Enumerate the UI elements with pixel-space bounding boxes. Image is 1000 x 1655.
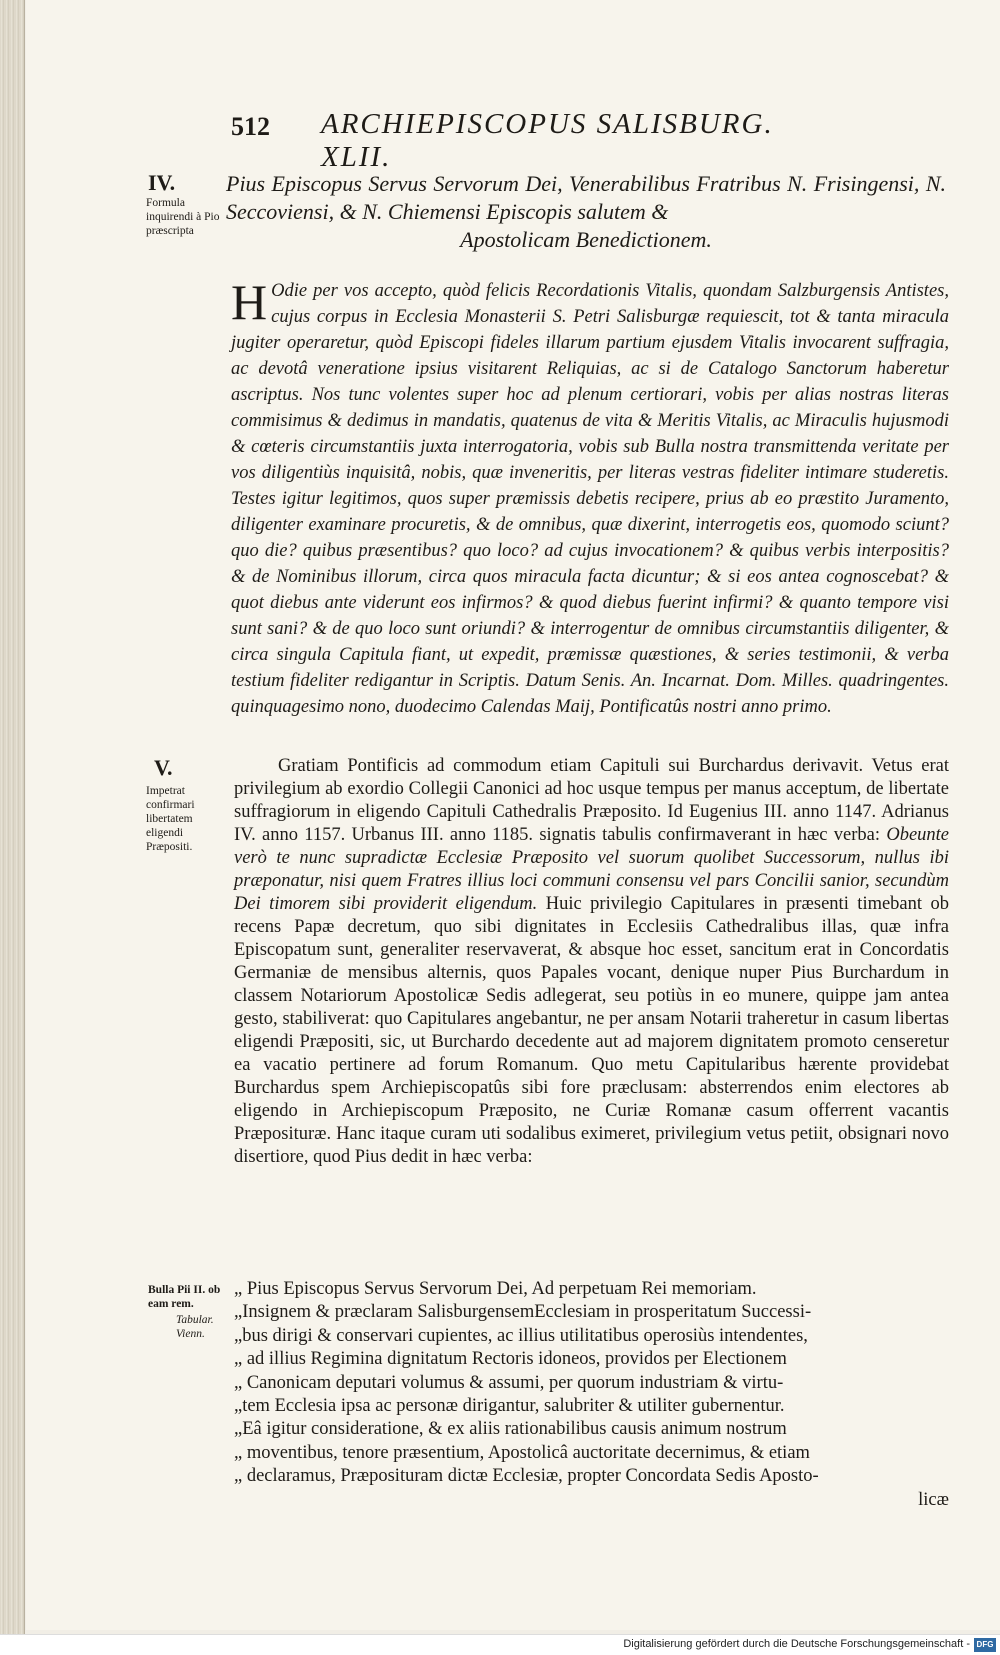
running-head: ARCHIEPISCOPUS SALISBURG. XLII. [321,108,774,173]
bull-text: Odie per vos accepto, quòd felicis Recordationis Vitalis, quondam Salzburgensis Antistes, cujus corpus in Ecclesia Monasterii S. Petri Salisburgæ requiescit, tot & tanta miracula jugiter operaretur, quòd Episcopi fideles illarum partium ejusdem Vitalis invocarent suffragia, ac devotâ veneratione ipsius visitarent Reliquias, ac si de Catalogo Sanctorum haberetur ascriptus. Nos tunc volentes super hoc ad plenum certiorari, vobis per alias nostras literas commisimus & dedimus in mandatis, quatenus de vita & Meritis Vitalis, ac Miraculis hujusmodi & cœteris circumstantiis juxta interrogatoria, vobis sub Bulla nostra transmittenda veritate per vos diligentiùs inquisitâ, nobis, quæ inveneritis, per literas vestras fideliter intimare studeretis. Testes igitur legitimos, quos super præmissis debetis recipere, prius ab eo præstito Juramento, diligenter examinare procuretis, & de omnibus, quæ dixerint, interrogetis eos, quomodo sciunt? quo die? quibus præsentibus? quo loco? ad cujus invocationem? & quibus verbis interpositis? & de Nominibus illorum, circa quos miracula facta dicuntur; & si eos antea cognoscebat? & quot diebus ante viderunt eos infirmos? & quod diebus fuerint infirmi? & quanto tempore visi sunt sani? & de quo loco sunt oriundi? & interrogentur de omnibus circumstantiis diligenter, & circa singula Capitula fiant, ut expedit, præmissæ quæstiones, & series testimonii, & verba testium fideliter redigantur in Scriptis. Datum Senis. An. Incarnat. Dom. Milles. quadringentes. quinquagesimo nono, duodecimo Calendas Maij, Pontificatûs nostri anno primo. [231,281,949,717]
margin-note-bulla: Bulla Pii II. ob eam rem. [148,1284,221,1310]
bulla-quote-block [234,1278,949,1512]
body-part-1: Gratiam Pontificis ad commodum etiam Capituli sui Burchardus derivavit. Vetus erat privilegium ab exordio Collegii Canonici ad hoc usque tempus per manus acceptum, de libertate suffragiorum in eligendo Capituli Cathedralis Præposito. Id Eugenius III. anno 1147. Adrianus IV. anno 1157. Urbanus III. anno 1185. signatis tabulis confirmaverant in hæc verba: [234,756,949,845]
bull-text-block [231,274,949,720]
page-number: 512 [231,112,270,141]
catchword: licæ [918,1489,949,1510]
bulla-line: „tem Ecclesia ipsa ac personæ dirigantur, salubriter & utiliter gubernentur. [234,1396,785,1417]
margin-note-source: Tabular. Vienn. [176,1314,214,1340]
margin-note-impetrat: Impetrat confirmari libertatem eligendi Præpositi. [146,785,195,853]
body-part-2: Huic privilegio Capitulares in præsenti timebant ob recens Papæ decretum, quo sibi dignitates in Ecclesiis Cathedralibus illas, quæ infra Episcopatum sunt, generaliter reservaverat, & absque hoc esset, sancitum erat in Concordatis Germaniæ de mensibus alternis, quos Papales vocant, denique nuper Pius Burchardum in classem Notariorum Apostolicæ Sedis adlegerat, seu potiùs in eo munere, quippe jam antea gesto, stabiliverat: quo Capitulares angebantur, ne per ansam Notarii traheretur in casum libertas eligendi Præpositi, sic, ut Burchardo decedente aut ad majorem dignitatem promoto censeretur ea vacatio pertinere ad forum Romanum. Quo metu Capitularibus hærente providebat Burchardus spem Archiepiscopatûs sibi fore præclusam: absterrendos enim electores ab eligendo in Archiepiscopum Præposito, ne Curiæ Romanæ casum offerrent vacantis Præposituræ. Hanc itaque curam uti sodalibus eximeret, privilegium vetus petiit, obsignari novo disertiore, quod Pius dedit in hæc verba: [234,894,950,1167]
bull-heading-last: Apostolicam Benedictionem. [460,227,712,252]
bull-heading-text: Pius Episcopus Servus Servorum Dei, Venerabilibus Fratribus N. Frisingensi, N. Seccoviensi, & N. Chiemensi Episcopis salutem & [226,171,946,224]
book-page [26,0,1000,1630]
bull-heading [226,170,946,254]
bulla-line: „ declaramus, Præposituram dictæ Ecclesiæ, propter Concordata Sedis Aposto- [234,1466,819,1487]
body-quote: Obeunte verò te nunc supradictæ Ecclesiæ Præposito vel suorum quolibet Successorum, nullus ibi præponatur, nisi quem Fratres illius loci communi consensu vel pars Concilii sanior, secundùm Dei timorem sibi providerit eligendum. [234,825,950,914]
bulla-line: „ Canonicam deputari volumus & assumi, per quorum industriam & virtu- [234,1372,784,1393]
bulla-line: „ Pius Episcopus Servus Servorum Dei, Ad perpetuam Rei memoriam. [234,1279,757,1299]
bulla-line: „ ad illius Regimina dignitatum Rectoris idoneos, providos per Electionem [234,1349,787,1370]
dfg-logo-icon: DFG [974,1638,996,1652]
section-number-iv: IV. [148,170,176,195]
bulla-line: „ moventibus, tenore præsentium, Apostolicâ auctoritate decernimus, & etiam [234,1442,810,1463]
section-v-body [234,755,949,1169]
bulla-line: „bus dirigi & conservari cupientes, ac illius utilitatibus operosiùs intendentes, [234,1325,808,1346]
section-number-v: V. [154,755,173,780]
bulla-line: „Insignem & præclaram SalisburgensemEcclesiam in prosperitatum Successi- [234,1302,812,1323]
drop-cap: H [231,274,268,330]
margin-note-formula: Formula inquirendi à Pio præscripta [146,197,220,237]
bulla-line: „Eâ igitur consideratione, & ex aliis rationabilibus causis animum nostrum [234,1419,787,1440]
book-edge [0,0,25,1654]
footer-bar [0,1634,1000,1655]
funding-note: Digitalisierung gefördert durch die Deutsche Forschungsgemeinschaft - [623,1638,970,1650]
page-header [231,108,851,173]
